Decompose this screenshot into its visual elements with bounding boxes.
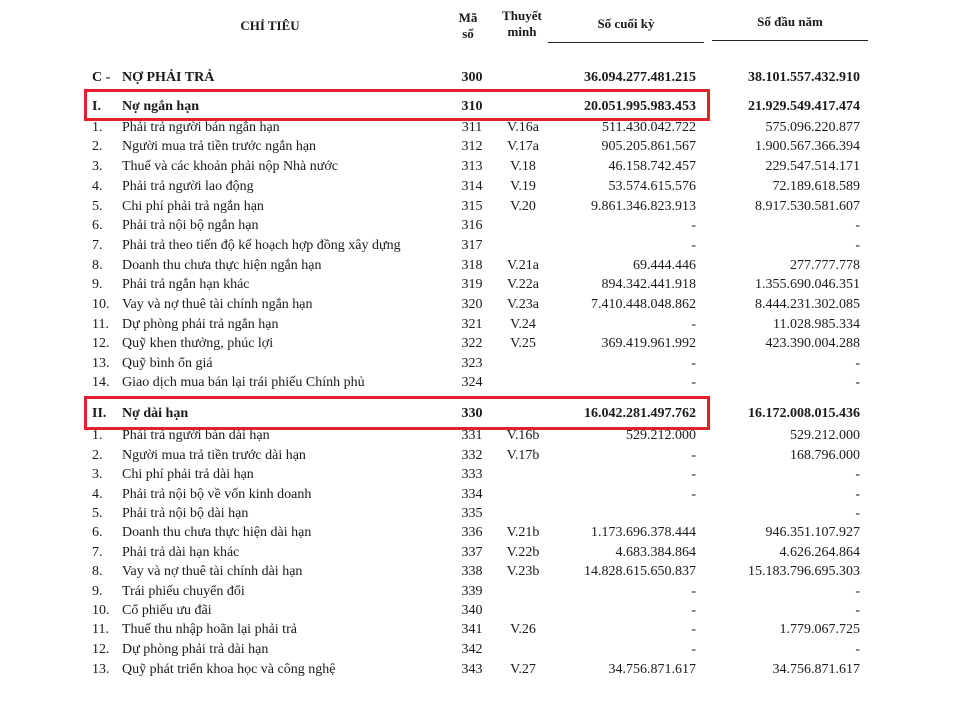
row-value-end: - [691, 467, 696, 482]
row-value-end: 53.574.615.576 [608, 179, 696, 194]
row-label: Dự phòng phải trả ngắn hạn [122, 317, 279, 332]
row-label: Phải trả nội bộ về vốn kinh doanh [122, 487, 312, 502]
header-chi-tieu: CHỈ TIÊU [240, 18, 300, 33]
row-label: Quỹ phát triển khoa học và công nghệ [122, 662, 336, 677]
row-label: Người mua trả tiền trước ngắn hạn [122, 139, 317, 154]
row-value-begin: - [855, 584, 860, 599]
row-note: V.24 [510, 317, 536, 332]
row-number: 7. [92, 238, 103, 253]
row-value-begin: 34.756.871.617 [772, 662, 860, 677]
row-note: V.23a [506, 297, 540, 312]
row-label: Phải trả nội bộ dài hạn [122, 506, 249, 521]
row-value-end: 14.828.615.650.837 [584, 564, 696, 579]
row-number: 6. [92, 218, 103, 233]
row-label: Giao dịch mua bán lại trái phiếu Chính phủ [122, 375, 365, 390]
row-note: V.18 [510, 159, 536, 174]
row-value-end: - [691, 218, 696, 233]
row-number: 13. [92, 662, 110, 677]
table-row [0, 446, 978, 466]
row-value-begin: - [855, 238, 860, 253]
row-number: 11. [92, 317, 109, 332]
row-number: 10. [92, 297, 110, 312]
table-row [0, 236, 978, 256]
row-value-end: 36.094.277.481.215 [584, 70, 696, 85]
row-number: 8. [92, 564, 103, 579]
row-code: 316 [461, 218, 483, 233]
header-ma-so [448, 10, 488, 42]
row-value-begin: 11.028.985.334 [773, 317, 860, 332]
row-value-end: 20.051.995.983.453 [584, 99, 696, 114]
row-value-begin: 168.796.000 [790, 448, 860, 463]
row-label: NỢ PHẢI TRẢ [122, 70, 215, 85]
table-row [0, 523, 978, 543]
row-label: Phải trả theo tiến độ kế hoạch hợp đồng xây dựng [122, 238, 401, 253]
row-note: V.19 [510, 179, 536, 194]
row-code: 322 [461, 336, 483, 351]
row-value-begin: - [855, 375, 860, 390]
row-number: C - [92, 70, 111, 85]
row-code: 313 [461, 159, 483, 174]
row-code: 300 [461, 70, 483, 85]
table-row [0, 543, 978, 563]
row-value-end: 34.756.871.617 [608, 662, 696, 677]
row-value-end: - [691, 622, 696, 637]
row-label: Nợ ngắn hạn [122, 99, 200, 114]
row-note: V.21a [506, 258, 540, 273]
row-note: V.16b [506, 428, 540, 443]
row-value-end: - [691, 238, 696, 253]
row-note: V.22a [506, 277, 540, 292]
row-value-begin: - [855, 603, 860, 618]
row-value-begin: 8.917.530.581.607 [755, 199, 860, 214]
row-code: 331 [461, 428, 483, 443]
table-row [0, 620, 978, 640]
row-code: 332 [461, 448, 483, 463]
row-note: V.26 [510, 622, 536, 637]
row-number: 2. [92, 448, 103, 463]
row-code: 339 [461, 584, 483, 599]
row-code: 310 [461, 99, 483, 114]
table-row [0, 216, 978, 236]
row-value-begin: 946.351.107.927 [765, 525, 860, 540]
row-number: 7. [92, 545, 103, 560]
table-row [0, 137, 978, 157]
row-code: 315 [461, 199, 483, 214]
row-code: 330 [461, 406, 483, 421]
table-row [0, 315, 978, 335]
row-label: Quỹ khen thưởng, phúc lợi [122, 336, 274, 351]
row-code: 320 [461, 297, 483, 312]
row-value-begin: 4.626.264.864 [779, 545, 860, 560]
row-number: II. [92, 406, 107, 421]
row-number: 4. [92, 487, 103, 502]
row-number: 12. [92, 642, 110, 657]
row-note: V.17a [506, 139, 540, 154]
row-number: 5. [92, 506, 103, 521]
row-value-begin: 229.547.514.171 [765, 159, 860, 174]
row-code: 336 [461, 525, 483, 540]
row-code: 314 [461, 179, 483, 194]
row-number: I. [92, 99, 101, 114]
row-code: 333 [461, 467, 483, 482]
row-value-begin: 529.212.000 [790, 428, 860, 443]
row-value-end: 46.158.742.457 [608, 159, 696, 174]
row-value-begin: 575.096.220.877 [765, 120, 860, 135]
header-so-dau-nam: Số đầu năm [757, 14, 823, 29]
table-row [0, 334, 978, 354]
row-number: 12. [92, 336, 110, 351]
table-row [0, 295, 978, 315]
row-value-end: 1.173.696.378.444 [591, 525, 696, 540]
row-value-end: - [691, 487, 696, 502]
row-code: 311 [461, 120, 483, 135]
row-number: 8. [92, 258, 103, 273]
row-value-end: 7.410.448.048.862 [591, 297, 696, 312]
row-value-end: 9.861.346.823.913 [591, 199, 696, 214]
row-note: V.16a [506, 120, 540, 135]
header-thuyet-minh-line2: minh [507, 24, 537, 39]
row-value-end: 511.430.042.722 [602, 120, 696, 135]
header-ma-so-line2: số [462, 26, 474, 41]
row-value-end: 69.444.446 [633, 258, 696, 273]
row-note: V.27 [510, 662, 536, 677]
row-label: Vay và nợ thuê tài chính dài hạn [122, 564, 303, 579]
row-label: Doanh thu chưa thực hiện ngắn hạn [122, 258, 322, 273]
row-number: 1. [92, 428, 103, 443]
header-underline-begin [712, 40, 868, 41]
row-code: 318 [461, 258, 483, 273]
row-value-end: 905.205.861.567 [601, 139, 696, 154]
row-code: 342 [461, 642, 483, 657]
row-number: 11. [92, 622, 109, 637]
header-so-cuoi-ky: Số cuối kỳ [597, 16, 655, 31]
row-value-begin: - [855, 642, 860, 657]
table-row [0, 562, 978, 582]
table-row [0, 485, 978, 505]
row-value-begin: 21.929.549.417.474 [748, 99, 860, 114]
section-row [0, 68, 978, 88]
row-value-end: 4.683.384.864 [615, 545, 696, 560]
row-number: 9. [92, 584, 103, 599]
row-value-begin: 15.183.796.695.303 [748, 564, 860, 579]
row-value-begin: - [855, 356, 860, 371]
row-label: Doanh thu chưa thực hiện dài hạn [122, 525, 312, 540]
row-code: 343 [461, 662, 483, 677]
row-note: V.20 [510, 199, 536, 214]
row-code: 338 [461, 564, 483, 579]
row-label: Vay và nợ thuê tài chính ngắn hạn [122, 297, 313, 312]
row-code: 319 [461, 277, 483, 292]
row-label: Người mua trả tiền trước dài hạn [122, 448, 306, 463]
row-code: 317 [461, 238, 483, 253]
row-code: 323 [461, 356, 483, 371]
table-row [0, 465, 978, 485]
row-number: 1. [92, 120, 103, 135]
row-value-begin: 1.355.690.046.351 [755, 277, 860, 292]
row-code: 324 [461, 375, 483, 390]
row-label: Thuế thu nhập hoãn lại phải trả [122, 622, 297, 637]
table-row [0, 275, 978, 295]
table-row [0, 197, 978, 217]
table-row [0, 373, 978, 393]
row-code: 337 [461, 545, 483, 560]
row-label: Phải trả nội bộ ngắn hạn [122, 218, 259, 233]
row-code: 334 [461, 487, 483, 502]
row-value-end: 16.042.281.497.762 [584, 406, 696, 421]
row-value-end: - [691, 356, 696, 371]
table-row [0, 504, 978, 524]
row-value-begin: 423.390.004.288 [765, 336, 860, 351]
header-underline-end [548, 42, 704, 43]
highlight-box-short-term-debt [84, 89, 710, 121]
row-value-begin: 38.101.557.432.910 [748, 70, 860, 85]
row-value-begin: 1.900.567.366.394 [755, 139, 860, 154]
row-code: 340 [461, 603, 483, 618]
table-row [0, 601, 978, 621]
row-value-end: - [691, 603, 696, 618]
header-thuyet-minh-line1: Thuyết [502, 8, 542, 23]
row-label: Cổ phiếu ưu đãi [122, 603, 212, 618]
row-number: 9. [92, 277, 103, 292]
row-label: Thuế và các khoản phải nộp Nhà nước [122, 159, 338, 174]
row-value-begin: - [855, 218, 860, 233]
table-row [0, 640, 978, 660]
row-label: Phải trả dài hạn khác [122, 545, 240, 560]
row-value-begin: 8.444.231.302.085 [755, 297, 860, 312]
header-thuyet-minh [492, 8, 552, 40]
table-row [0, 177, 978, 197]
row-label: Quỹ bình ổn giá [122, 356, 213, 371]
row-number: 10. [92, 603, 110, 618]
table-row [0, 157, 978, 177]
table-row [0, 256, 978, 276]
row-value-end: - [691, 317, 696, 332]
row-value-begin: - [855, 487, 860, 502]
row-value-end: - [691, 584, 696, 599]
row-number: 4. [92, 179, 103, 194]
row-code: 335 [461, 506, 483, 521]
row-value-begin: 72.189.618.589 [772, 179, 860, 194]
row-value-begin: 1.779.067.725 [779, 622, 860, 637]
table-row [0, 354, 978, 374]
row-number: 2. [92, 139, 103, 154]
row-note: V.23b [506, 564, 540, 579]
row-code: 321 [461, 317, 483, 332]
row-value-end: 529.212.000 [626, 428, 696, 443]
table-row [0, 660, 978, 680]
row-number: 13. [92, 356, 110, 371]
row-label: Trái phiếu chuyển đổi [122, 584, 245, 599]
row-value-begin: - [855, 506, 860, 521]
row-label: Phải trả người lao động [122, 179, 254, 194]
row-value-end: - [691, 448, 696, 463]
row-note: V.21b [506, 525, 540, 540]
row-label: Chi phí phải trả dài hạn [122, 467, 254, 482]
row-number: 6. [92, 525, 103, 540]
row-label: Phải trả người bán dài hạn [122, 428, 270, 443]
row-label: Nợ dài hạn [122, 406, 189, 421]
row-label: Phải trả người bán ngắn hạn [122, 120, 280, 135]
row-code: 312 [461, 139, 483, 154]
row-value-end: - [691, 375, 696, 390]
highlight-box-long-term-debt [84, 396, 710, 430]
row-code: 341 [461, 622, 483, 637]
row-note: V.25 [510, 336, 536, 351]
row-value-end: 369.419.961.992 [601, 336, 696, 351]
header-ma-so-line1: Mã [458, 10, 478, 25]
row-value-end: - [691, 642, 696, 657]
row-label: Phải trả ngắn hạn khác [122, 277, 250, 292]
table-row [0, 118, 978, 138]
row-number: 3. [92, 159, 103, 174]
row-value-end: 894.342.441.918 [601, 277, 696, 292]
row-value-begin: 277.777.778 [790, 258, 860, 273]
row-label: Dự phòng phải trả dài hạn [122, 642, 269, 657]
row-label: Chi phí phải trả ngắn hạn [122, 199, 264, 214]
table-row [0, 582, 978, 602]
row-value-begin: 16.172.008.015.436 [748, 406, 860, 421]
row-value-begin: - [855, 467, 860, 482]
row-number: 3. [92, 467, 103, 482]
row-note: V.22b [506, 545, 540, 560]
row-number: 5. [92, 199, 103, 214]
row-number: 14. [92, 375, 110, 390]
row-note: V.17b [506, 448, 540, 463]
